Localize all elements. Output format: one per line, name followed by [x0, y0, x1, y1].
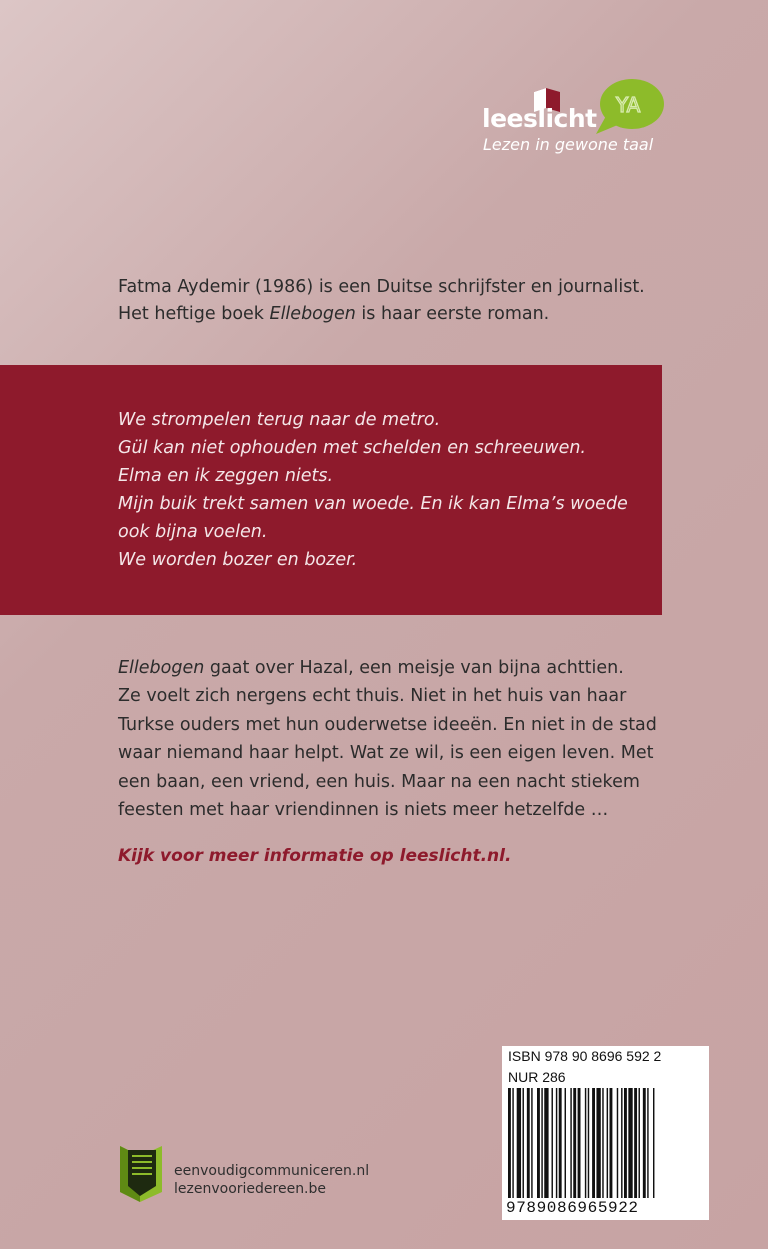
- summary-line: Ze voelt zich nergens echt thuis. Niet in het huis van haar: [118, 686, 627, 707]
- nur-text: NUR 286: [508, 1069, 566, 1085]
- book-title: Ellebogen: [269, 304, 356, 324]
- quote-line: We strompelen terug naar de metro.: [118, 410, 441, 430]
- more-info-text: Kijk voor meer informatie op leeslicht.nl.: [118, 846, 512, 866]
- excerpt-quote: [118, 406, 658, 574]
- logo-tagline: Lezen in gewone taal: [483, 135, 654, 154]
- publisher-links: [174, 1162, 369, 1198]
- barcode-icon: [508, 1088, 704, 1198]
- quote-line: We worden bozer en bozer.: [118, 550, 358, 570]
- summary-line: feesten met haar vriendinnen is niets meer hetzelfde …: [118, 800, 609, 821]
- publisher-link[interactable]: eenvoudigcommuniceren.nl: [174, 1163, 370, 1179]
- book-icon: [118, 1142, 164, 1204]
- summary-line: Turkse ouders met hun ouderwetse ideeën. En niet in de stad: [118, 714, 657, 735]
- author-bio-line: Het heftige boek Ellebogen is haar eerste roman.: [118, 304, 550, 324]
- author-bio-line: Fatma Aydemir (1986) is een Duitse schrijfster en journalist.: [118, 277, 645, 297]
- summary-line: waar niemand haar helpt. Wat ze wil, is een eigen leven. Met: [118, 743, 654, 764]
- barcode-digits: 9789086965922: [506, 1199, 639, 1217]
- book-summary: [118, 654, 658, 824]
- summary-line: Ellebogen gaat over Hazal, een meisje van bijna achttien.: [118, 658, 624, 678]
- ya-speech-bubble-icon: [594, 78, 666, 136]
- quote-line: Elma en ik zeggen niets.: [118, 466, 334, 486]
- book-title: Ellebogen: [118, 658, 205, 678]
- quote-line: Mijn buik trekt samen van woede. En ik kan Elma’s woede: [118, 494, 628, 514]
- publisher-link[interactable]: lezenvooriedereen.be: [174, 1181, 327, 1197]
- barcode-box: [502, 1046, 709, 1220]
- quote-line: ook bijna voelen.: [118, 522, 268, 542]
- isbn-text: ISBN 978 90 8696 592 2: [508, 1048, 662, 1064]
- summary-line: een baan, een vriend, een huis. Maar na een nacht stiekem: [118, 771, 640, 792]
- logo-wordmark: leeslicht: [482, 104, 597, 133]
- svg-text:YA: YA: [616, 93, 641, 117]
- leeslicht-logo: [480, 78, 670, 158]
- author-bio: [118, 274, 678, 328]
- quote-line: Gül kan niet ophouden met schelden en schreeuwen.: [118, 438, 586, 458]
